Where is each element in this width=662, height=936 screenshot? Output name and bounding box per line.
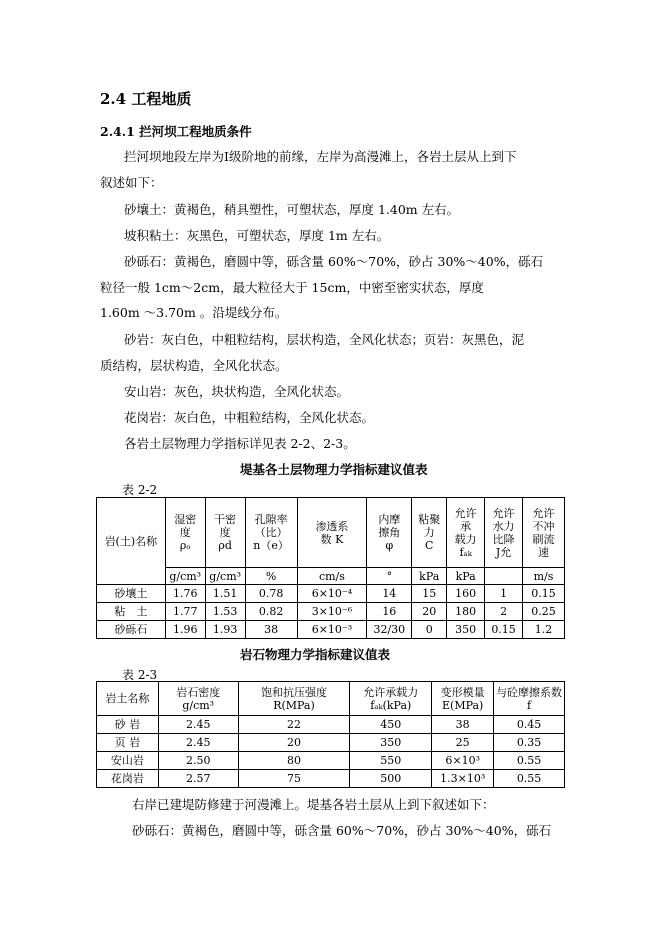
table-row	[97, 621, 565, 639]
table-cell: 1.96	[165, 621, 205, 639]
table1-header: 渗透系 数 K	[297, 498, 367, 568]
table-cell: 2.45	[158, 734, 238, 752]
table-cell: 1.2	[523, 621, 565, 639]
rock-properties-table	[96, 681, 565, 788]
table1-header: 干密 度 ρd	[205, 498, 245, 568]
table-cell: 0.35	[494, 734, 565, 752]
table-cell: 1.53	[205, 603, 245, 621]
table1-unit: kPa	[412, 568, 447, 585]
table-cell: 38	[432, 716, 494, 734]
table-cell: 15	[412, 585, 447, 603]
table-row	[97, 603, 565, 621]
table1-first-header: 岩(土)名称	[97, 498, 166, 585]
table1-header: 允许 不冲 刷流 速	[523, 498, 565, 568]
table-cell: 350	[350, 734, 432, 752]
table-cell: 0.78	[245, 585, 297, 603]
table-cell: 1	[485, 585, 523, 603]
subsection-title: 2.4.1 拦河坝工程地质条件	[100, 124, 252, 139]
table-cell: 14	[367, 585, 412, 603]
table-cell: 0	[412, 621, 447, 639]
table2-first-header: 岩土名称	[97, 682, 159, 716]
table-cell: 2.45	[158, 716, 238, 734]
table1-label: 表 2-2	[122, 483, 158, 497]
table-cell: 粘 土	[97, 603, 166, 621]
table-cell: 0.25	[523, 603, 565, 621]
table1-unit: %	[245, 568, 297, 585]
table1-header-row	[97, 498, 565, 568]
table-cell: 0.55	[494, 770, 565, 788]
paragraph: 质结构，层状构造，全风化状态。	[100, 358, 288, 373]
paragraph: 叙述如下：	[100, 175, 163, 190]
soil-properties-table	[96, 497, 565, 639]
table-cell: 安山岩	[97, 752, 159, 770]
paragraph: 拦河坝地段左岸为Ⅰ级阶地的前缘，左岸为高漫滩上，各岩土层从上到下	[124, 149, 517, 164]
section-title: 2.4 工程地质	[100, 90, 192, 108]
table-cell: 6×10³	[432, 752, 494, 770]
paragraph: 1.60m ～3.70m 。沿堤线分布。	[100, 305, 288, 320]
table-row	[97, 716, 565, 734]
paragraph: 安山岩：灰色，块状构造，全风化状态。	[124, 384, 350, 399]
table-cell: 2.57	[158, 770, 238, 788]
table-cell: 砂砾石	[97, 621, 166, 639]
table-cell: 0.45	[494, 716, 565, 734]
table-cell: 砂壤土	[97, 585, 166, 603]
paragraph: 砂砾石：黄褐色，磨圆中等，砾含量 60%～70%，砂占 30%～40%，砾石	[132, 823, 552, 838]
table1-unit: g/cm³	[205, 568, 245, 585]
table-cell: 80	[238, 752, 350, 770]
table2-header: 饱和抗压强度 R(MPa)	[238, 682, 350, 716]
paragraph: 右岸已建堤防修建于河漫滩上。堤基各岩土层从上到下叙述如下：	[132, 797, 495, 812]
table2-header: 与砼摩擦系数 f	[494, 682, 565, 716]
table-cell: 32/30	[367, 621, 412, 639]
paragraph: 砂岩：灰白色，中粗粒结构，层状构造，全风化状态；页岩：灰黑色，泥	[124, 332, 525, 347]
paragraph: 砂砾石：黄褐色，磨圆中等，砾含量 60%～70%，砂占 30%～40%，砾石	[124, 254, 544, 269]
paragraph: 各岩土层物理力学指标详见表 2-2、2-3。	[124, 436, 356, 451]
table-cell: 25	[432, 734, 494, 752]
table2-header: 允许承载力 fₐₖ(kPa)	[350, 682, 432, 716]
paragraph: 砂壤土：黄褐色，稍具塑性，可塑状态，厚度 1.40m 左右。	[124, 202, 460, 217]
table1-unit: kPa	[447, 568, 485, 585]
table1-units-row	[97, 568, 565, 585]
table-cell: 6×10⁻⁴	[297, 585, 367, 603]
table-cell: 350	[447, 621, 485, 639]
table2-caption: 岩石物理力学指标建议值表	[240, 647, 391, 662]
table-cell: 2	[485, 603, 523, 621]
table-cell: 1.77	[165, 603, 205, 621]
table-cell: 1.76	[165, 585, 205, 603]
paragraph: 坡积粘土：灰黑色，可塑状态，厚度 1m 左右。	[124, 228, 390, 243]
table-cell: 450	[350, 716, 432, 734]
table1-caption: 堤基各土层物理力学指标建议值表	[240, 462, 428, 477]
table1-header: 允许 水力 比降 J允	[485, 498, 523, 568]
table1-unit: cm/s	[297, 568, 367, 585]
table-row	[97, 752, 565, 770]
table-cell: 160	[447, 585, 485, 603]
table-cell: 2.50	[158, 752, 238, 770]
table1-unit: m/s	[523, 568, 565, 585]
table-cell: 1.93	[205, 621, 245, 639]
table-cell: 页 岩	[97, 734, 159, 752]
table-row	[97, 734, 565, 752]
table-row	[97, 585, 565, 603]
table-cell: 20	[412, 603, 447, 621]
table2-header: 岩石密度 g/cm³	[158, 682, 238, 716]
table-cell: 75	[238, 770, 350, 788]
table-cell: 0.55	[494, 752, 565, 770]
table1-unit	[485, 568, 523, 585]
table1-header: 允许 承 载力 fₐₖ	[447, 498, 485, 568]
table-cell: 180	[447, 603, 485, 621]
table-cell: 6×10⁻³	[297, 621, 367, 639]
table-cell: 550	[350, 752, 432, 770]
table1-header: 湿密 度 ρₒ	[165, 498, 205, 568]
table-row	[97, 770, 565, 788]
table-cell: 花岗岩	[97, 770, 159, 788]
table-cell: 38	[245, 621, 297, 639]
table-cell: 3×10⁻⁶	[297, 603, 367, 621]
table2-header-row	[97, 682, 565, 716]
table-cell: 1.51	[205, 585, 245, 603]
table-cell: 0.15	[523, 585, 565, 603]
table1-unit: °	[367, 568, 412, 585]
table2-header: 变形模量 E(MPa)	[432, 682, 494, 716]
table-cell: 0.82	[245, 603, 297, 621]
table-cell: 1.3×10³	[432, 770, 494, 788]
paragraph: 花岗岩：灰白色，中粗粒结构，全风化状态。	[124, 410, 375, 425]
table1-unit: g/cm³	[165, 568, 205, 585]
table1-header: 粘聚 力 C	[412, 498, 447, 568]
table1-header: 孔隙率 （比） n（e）	[245, 498, 297, 568]
table-cell: 500	[350, 770, 432, 788]
table-cell: 16	[367, 603, 412, 621]
table2-label: 表 2-3	[122, 668, 158, 682]
table-cell: 砂 岩	[97, 716, 159, 734]
paragraph: 粒径一般 1cm～2cm，最大粒径大于 15cm，中密至密实状态，厚度	[100, 280, 484, 295]
table-cell: 22	[238, 716, 350, 734]
table-cell: 0.15	[485, 621, 523, 639]
table1-header: 内摩 擦角 φ	[367, 498, 412, 568]
table-cell: 20	[238, 734, 350, 752]
